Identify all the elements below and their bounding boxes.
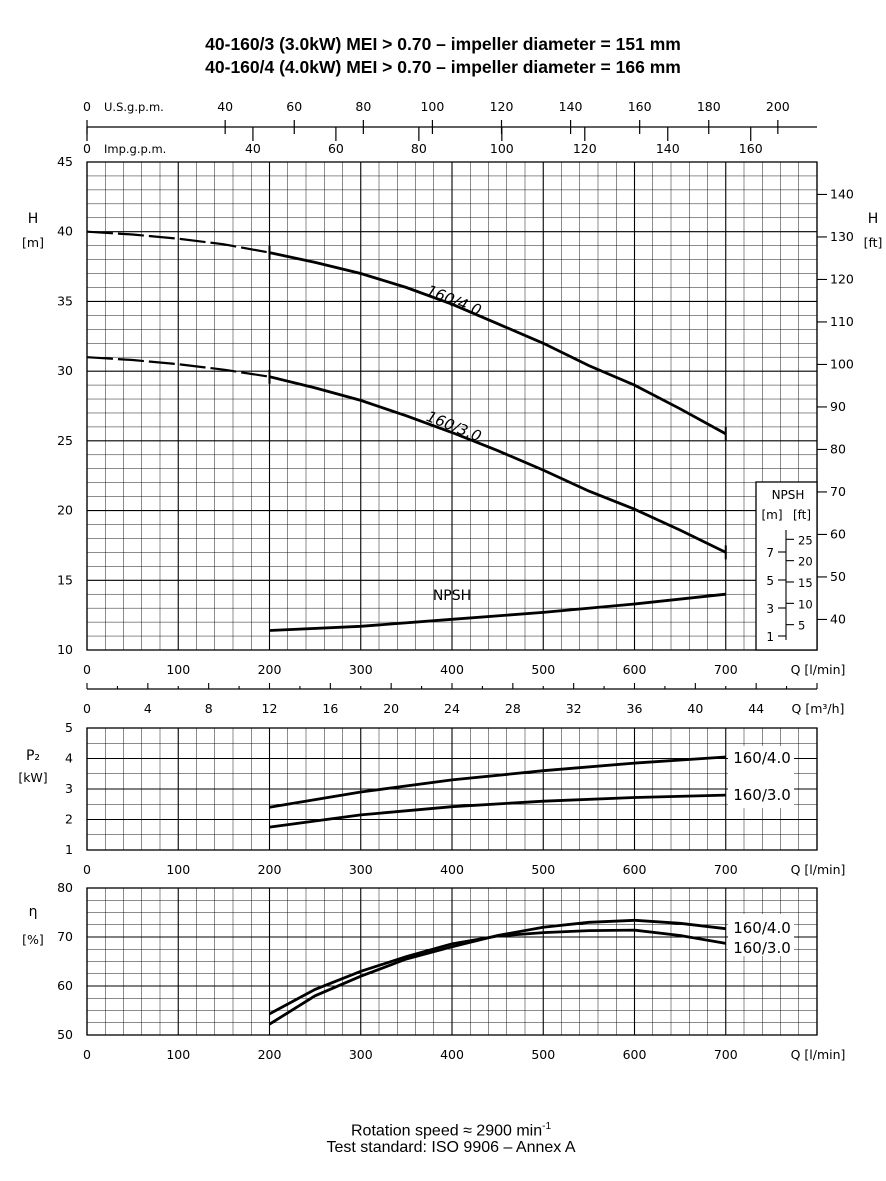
power-x-tick-label: 100 [166,862,191,877]
head-y-tick-label: 15 [57,572,73,588]
efficiency-x-tick-label: 100 [166,1047,191,1062]
npsh-inset-m-label: 5 [766,574,774,588]
head-x-axis-label: Q [l/min] [790,662,846,677]
head-x-tick-label: 0 [83,662,91,677]
efficiency-y-axis-unit: [%] [22,932,44,947]
m3h-tick-label: 24 [444,701,460,716]
power-curve [270,795,726,827]
head-x-tick-label: 400 [440,662,464,677]
efficiency-x-tick-label: 300 [348,1047,373,1062]
power-y-tick-label: 4 [65,750,73,766]
power-x-tick-label: 700 [713,862,738,877]
power-curve [270,757,726,807]
head-ft-tick-label: 100 [830,356,854,372]
efficiency-y-tick-label: 50 [57,1027,73,1042]
efficiency-x-tick-label: 200 [257,1047,282,1062]
power-y-tick-label: 2 [65,811,73,827]
usgpm-tick-label: 140 [558,99,583,114]
head-x-tick-label: 100 [166,662,191,677]
head-x-tick-label: 600 [622,662,647,677]
head-y-axis-title: H [27,211,39,227]
m3h-tick-label: 0 [83,701,91,716]
head-y-tick-label: 20 [57,502,73,518]
m3h-tick-label: 44 [748,701,765,716]
head-ft-tick-label: 130 [830,228,854,244]
head-y-tick-label: 25 [57,432,73,448]
efficiency-y-tick-label: 80 [57,880,73,895]
impgpm-tick-label: 160 [738,141,763,156]
usgpm-tick-label: 200 [765,99,790,114]
power-y-tick-label: 3 [65,781,73,796]
usgpm-tick-label: 80 [355,99,372,114]
head-right-axis-title: H [867,211,879,227]
head-ft-tick-label: 140 [830,186,854,202]
npsh-series-label: NPSH [432,588,472,604]
efficiency-panel-grid [87,888,817,1035]
impgpm-tick-label: 0 [83,141,91,156]
impgpm-tick-label: 80 [410,141,427,156]
efficiency-y-tick-label: 60 [57,978,73,993]
npsh-inset-ft-label: 25 [798,533,813,548]
m3h-tick-label: 20 [383,701,400,716]
head-ft-tick-label: 120 [830,271,854,287]
usgpm-tick-label: 180 [696,99,721,114]
head-ft-tick-label: 60 [830,526,846,542]
impgpm-tick-label: 120 [572,141,597,156]
m3h-axis-label: Q [m³/h] [791,701,845,716]
usgpm-tick-label: 100 [420,99,445,114]
head-series-label-160-3: 160/3.0 [423,407,484,446]
usgpm-tick-label: 160 [627,99,652,114]
impgpm-tick-label: 40 [244,141,261,156]
usgpm-tick-label: 60 [286,99,303,114]
rotation-speed-label: Rotation speed ≈ 2900 min [350,1122,543,1140]
npsh-inset-ft-label: 20 [798,554,813,569]
power-y-axis-title: P₂ [25,748,41,764]
head-ft-tick-label: 80 [830,441,846,457]
head-y-tick-label: 45 [57,154,73,169]
power-x-tick-label: 0 [83,862,91,877]
npsh-inset-unit-m: [m] [761,508,783,522]
head-ft-tick-label: 90 [830,398,846,414]
npsh-inset-m-label: 7 [766,546,774,560]
power-x-tick-label: 500 [531,862,556,877]
npsh-inset-ft-label: 10 [798,597,813,612]
power-y-tick-label: 5 [65,720,73,735]
efficiency-series-label-160-4: 160/4.0 [733,919,791,937]
head-ft-tick-label: 70 [830,483,846,499]
head-y-axis-unit: [m] [22,235,44,250]
head-y-tick-label: 30 [57,363,73,379]
power-y-tick-label: 1 [65,842,73,857]
efficiency-x-tick-label: 600 [622,1047,647,1062]
m3h-tick-label: 32 [565,701,582,716]
impgpm-tick-label: 140 [655,141,680,156]
rotation-speed-exponent: -1 [542,1121,552,1132]
impgpm-axis-label: Imp.g.p.m. [104,142,167,156]
npsh-inset-ft-label: 15 [798,575,813,590]
test-standard-note: Test standard: ISO 9906 – Annex A [326,1139,576,1156]
m3h-tick-label: 16 [322,701,339,716]
power-series-label-160-4: 160/4.0 [733,749,791,767]
npsh-inset-m-label: 1 [766,630,774,644]
head-x-tick-label: 700 [713,662,738,677]
efficiency-x-tick-label: 400 [440,1047,464,1062]
head-ft-tick-label: 110 [830,313,854,329]
head-ft-tick-label: 50 [830,568,846,584]
m3h-tick-label: 8 [204,701,213,716]
efficiency-x-tick-label: 700 [713,1047,738,1062]
efficiency-series-label-160-3: 160/3.0 [733,939,791,957]
impgpm-tick-label: 100 [489,141,514,156]
head-y-tick-label: 10 [57,642,73,657]
npsh-inset-m-label: 3 [766,602,774,616]
head-x-tick-label: 300 [348,662,373,677]
efficiency-y-axis-title: η [28,904,38,920]
power-x-tick-label: 400 [440,862,464,877]
power-x-axis-label: Q [l/min] [790,862,846,877]
head-series-label-160-4: 160/4.0 [423,281,484,320]
head-y-tick-label: 40 [57,223,73,239]
usgpm-tick-label: 120 [489,99,514,114]
head-x-tick-label: 200 [257,662,282,677]
power-panel-grid [87,728,817,850]
efficiency-x-tick-label: 500 [531,1047,556,1062]
m3h-tick-label: 12 [261,701,278,716]
impgpm-tick-label: 60 [327,141,344,156]
chart-title-line-1: 40-160/3 (3.0kW) MEI > 0.70 – impeller diameter = 151 mm [205,34,681,54]
head-x-tick-label: 500 [531,662,556,677]
head-ft-tick-label: 40 [830,611,846,627]
m3h-tick-label: 4 [143,701,152,716]
head-y-tick-label: 35 [57,293,73,309]
npsh-curve [270,594,726,630]
power-x-tick-label: 600 [622,862,647,877]
head-curve [270,377,726,553]
usgpm-axis-label: U.S.g.p.m. [104,100,164,114]
power-x-tick-label: 200 [257,862,282,877]
m3h-tick-label: 36 [626,701,643,716]
efficiency-y-tick-label: 70 [57,929,73,944]
power-y-axis-unit: [kW] [18,770,48,785]
efficiency-curve [270,930,726,1014]
head-right-axis-unit: [ft] [863,235,883,250]
chart-title-line-2: 40-160/4 (4.0kW) MEI > 0.70 – impeller diameter = 166 mm [205,57,681,77]
npsh-inset-title: NPSH [771,488,805,502]
usgpm-tick-label: 40 [217,99,234,114]
efficiency-x-axis-label: Q [l/min] [790,1047,846,1062]
power-series-label-160-3: 160/3.0 [733,786,791,804]
efficiency-x-tick-label: 0 [83,1047,91,1062]
power-x-tick-label: 300 [348,862,373,877]
m3h-tick-label: 28 [504,701,521,716]
head-panel-grid [87,162,817,650]
npsh-inset-ft-label: 5 [798,618,806,633]
npsh-inset-unit-ft: [ft] [792,508,812,522]
usgpm-tick-label: 0 [83,99,91,114]
m3h-tick-label: 40 [687,701,704,716]
